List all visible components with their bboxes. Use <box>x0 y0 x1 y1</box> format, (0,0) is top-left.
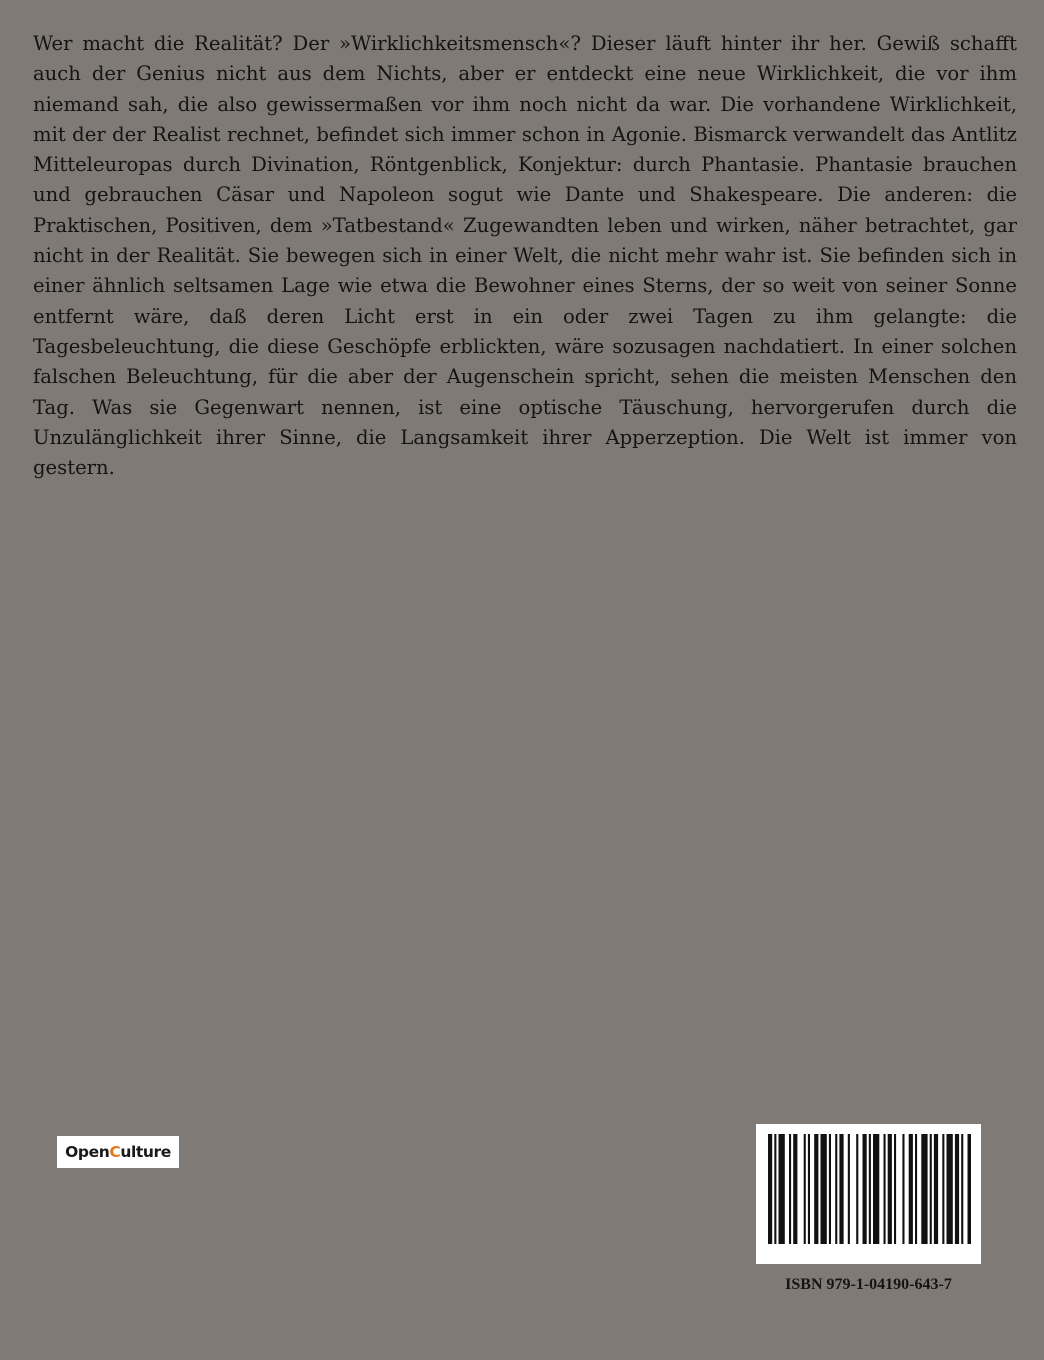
barcode-bar <box>888 1134 892 1244</box>
barcode-bar <box>793 1134 797 1244</box>
barcode-bar <box>961 1134 963 1244</box>
barcode-bar <box>839 1134 843 1244</box>
barcode-bar <box>863 1134 867 1244</box>
barcode-bar <box>808 1134 810 1244</box>
barcode-bar <box>921 1134 927 1244</box>
barcode-bar <box>942 1134 944 1244</box>
barcode-bar <box>873 1134 879 1244</box>
barcode-bar <box>902 1134 904 1244</box>
barcode-bar <box>829 1134 831 1244</box>
logo-part-ulture: ulture <box>120 1143 171 1161</box>
barcode-bar <box>894 1134 896 1244</box>
barcode-bar <box>835 1134 837 1244</box>
barcode-bar <box>955 1134 959 1244</box>
barcode <box>756 1124 981 1264</box>
logo-part-open: Open <box>65 1143 110 1161</box>
barcode-bar <box>947 1134 953 1244</box>
barcode-bar <box>821 1134 827 1244</box>
barcode-bar <box>930 1134 932 1244</box>
barcode-bar <box>934 1134 938 1244</box>
barcode-bar <box>856 1134 858 1244</box>
publisher-logo <box>57 1136 179 1168</box>
barcode-bar <box>779 1134 785 1244</box>
blurb-text: Wer macht die Realität? Der »Wirklichkeitsmensch«? Dieser läuft hinter ihr her. Gewiß schafft auch der Genius nicht aus dem Nichts, aber er entdeckt eine neue Wirklichkeit, die vor ihm niemand sah, die also gewissermaßen vor ihm noch nicht da war. Die vorhandene Wirklichkeit, mit der der Realist rechnet, befindet sich immer schon in Agonie. Bismarck verwandelt das Antlitz Mitteleuropas durch Divination, Röntgenblick, Konjektur: durch Phantasie. Phantasie brauchen und gebrauchen Cäsar und Napoleon sogut wie Dante und Shakespeare. Die anderen: die Praktischen, Positiven, dem »Tatbestand« Zugewandten leben und wirken, näher betrachtet, gar nicht in der Realität. Sie bewegen sich in einer Welt, die nicht mehr wahr ist. Sie befinden sich in einer ähnlich seltsamen Lage wie etwa die Bewohner eines Sterns, der so weit von seiner Sonne entfernt wäre, daß deren Licht erst in ein oder zwei Tagen zu ihm gelangte: die Tagesbeleuchtung, die diese Geschöpfe erblickten, wäre sozusagen nachdatiert. In einer solchen falschen Beleuchtung, für die aber der Augenschein spricht, sehen die meisten Menschen den Tag. Was sie Gegenwart nennen, ist eine optische Täuschung, hervorgerufen durch die Unzulänglichkeit ihrer Sinne, die Langsamkeit ihrer Apperzeption. Die Welt ist immer von gestern. <box>33 32 1017 480</box>
publisher-logo-text <box>65 1143 171 1161</box>
barcode-bar <box>909 1134 913 1244</box>
barcode-bar <box>768 1134 772 1244</box>
barcode-bar <box>789 1134 791 1244</box>
barcode-bar <box>869 1134 871 1244</box>
barcode-bar <box>774 1134 776 1244</box>
barcode-bar <box>814 1134 818 1244</box>
logo-ring-letter: C <box>109 1143 121 1161</box>
barcode-bar <box>848 1134 850 1244</box>
barcode-bar <box>968 1134 972 1244</box>
barcode-bar <box>804 1134 806 1244</box>
barcode-bar <box>915 1134 917 1244</box>
isbn-label: ISBN 979-1-04190-643-7 <box>785 1276 952 1293</box>
barcode-bar <box>884 1134 886 1244</box>
barcode-bars <box>766 1134 971 1244</box>
